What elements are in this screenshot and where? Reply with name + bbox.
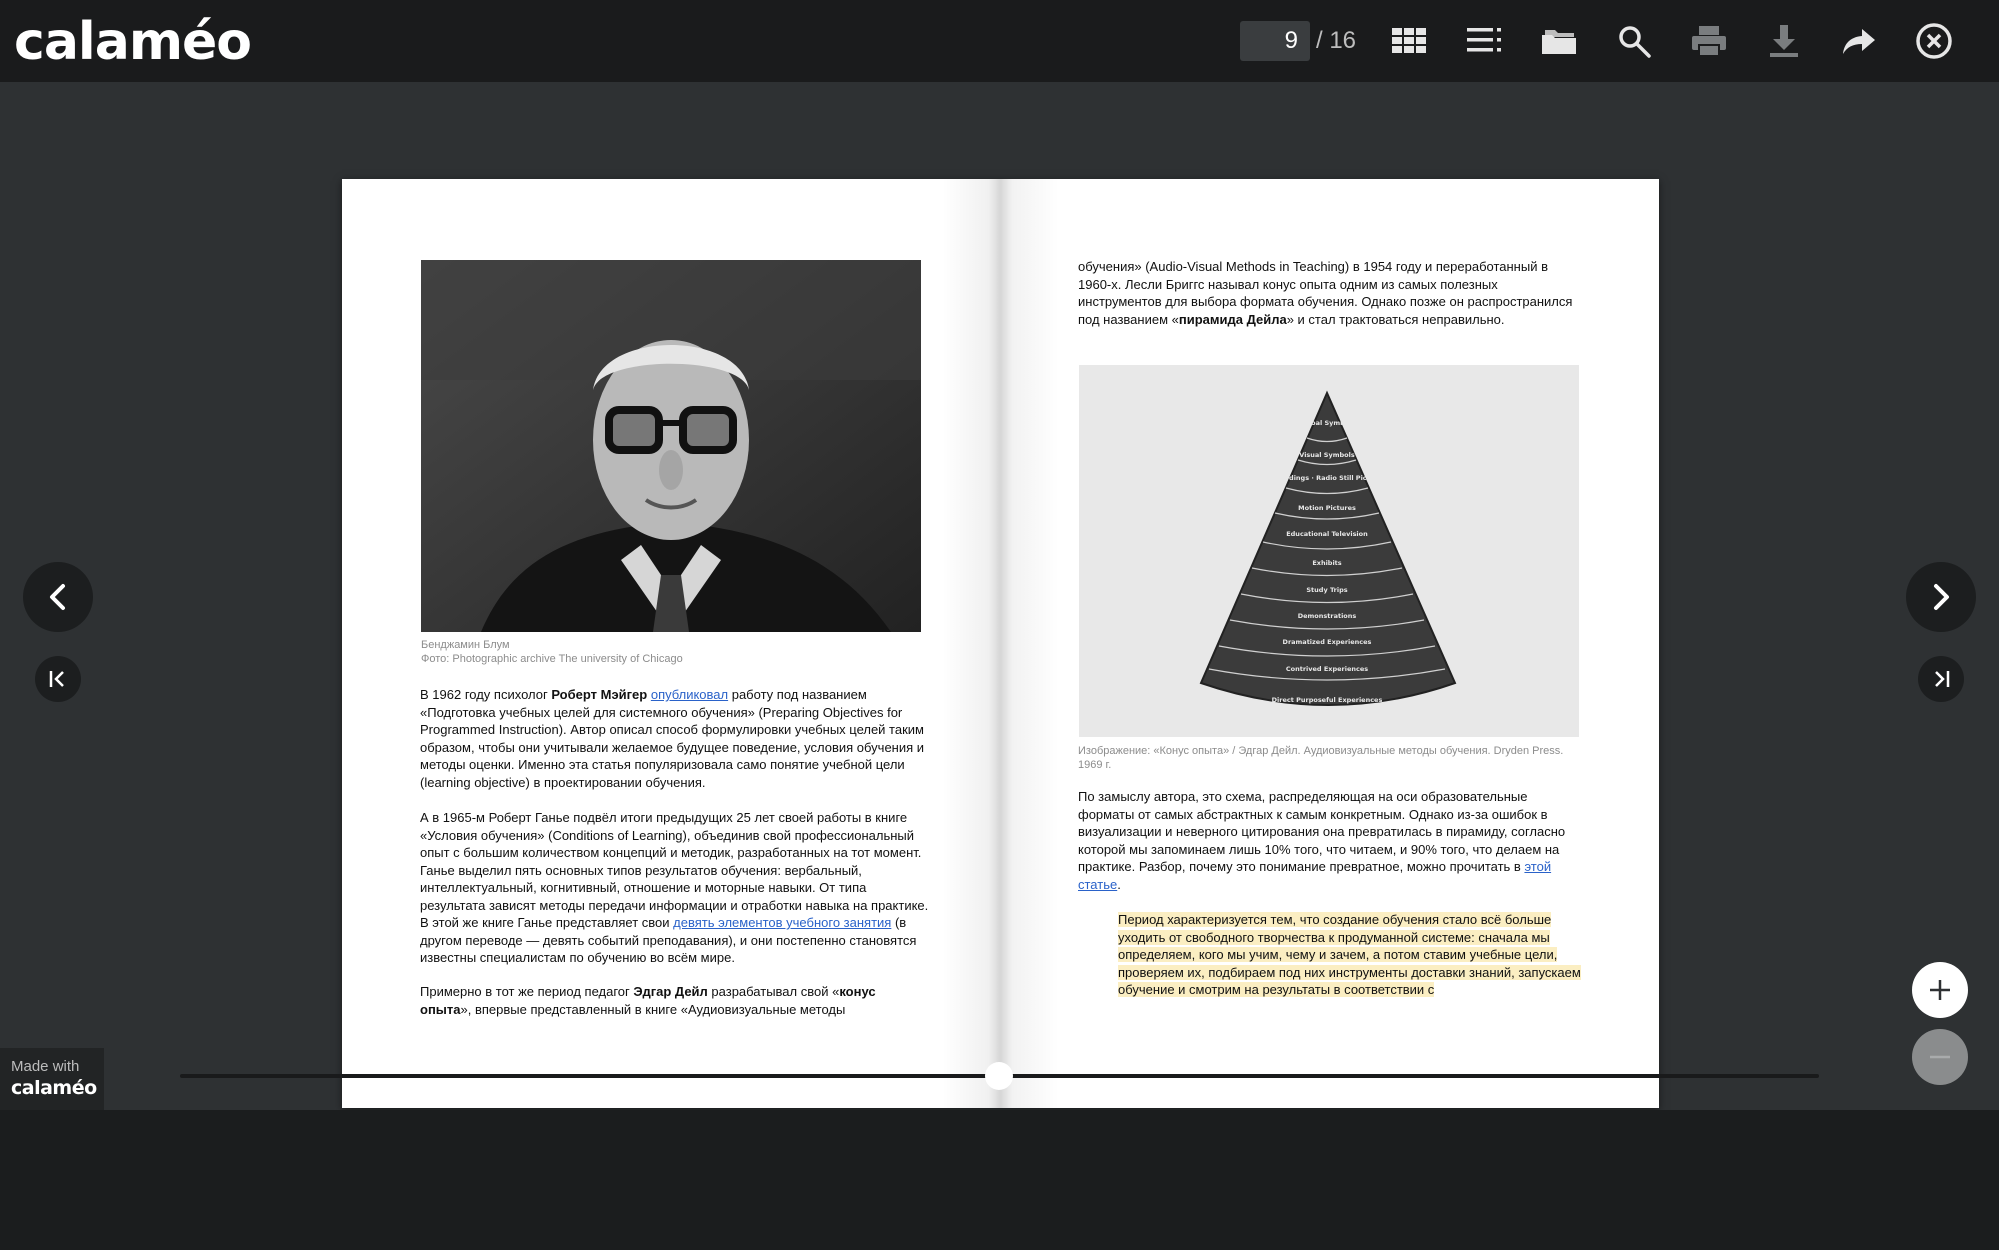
- cone-of-experience-figure: [1079, 365, 1579, 737]
- list-view-icon[interactable]: [1459, 16, 1509, 66]
- folder-icon[interactable]: [1534, 16, 1584, 66]
- reader-stage: [0, 82, 1999, 1110]
- photo-caption: Бенджамин Блум Фото: Photographic archive The university of Chicago: [421, 639, 683, 665]
- first-page-button[interactable]: [35, 656, 81, 702]
- minus-icon: [1912, 1029, 1968, 1085]
- download-icon[interactable]: [1759, 16, 1809, 66]
- cone-label-0: Verbal Symbols: [1298, 419, 1356, 427]
- document-spread: [342, 179, 1659, 1108]
- cone-label-6: Study Trips: [1306, 586, 1348, 594]
- previous-page-button[interactable]: [23, 562, 93, 632]
- cone-label-4: Educational Television: [1286, 530, 1368, 538]
- cone-label-7: Demonstrations: [1297, 612, 1357, 620]
- left-paragraph-3: Примерно в тот же период педагог Эдгар Дейл разрабатывал свой «конус опыта», впервые представленный в книге «Аудиовизуальные методы: [420, 984, 876, 1017]
- search-icon[interactable]: [1609, 16, 1659, 66]
- skip-first-icon: [35, 656, 81, 702]
- page-number-input[interactable]: 9: [1240, 21, 1310, 61]
- right-paragraph-1: обучения» (Audio-Visual Methods in Teaching) в 1954 году и переработанный в 1960-х. Лесли Бриггс называл конус опыта одним из самых полезных инструментов для выбора формата обучения. Однако позже он распространился под названием «пирамида Дейла» и стал трактоваться неправильно.: [1078, 259, 1573, 327]
- page-slider-thumb[interactable]: [985, 1062, 1013, 1090]
- close-icon[interactable]: [1909, 16, 1959, 66]
- page-total: / 16: [1316, 27, 1357, 54]
- zoom-out-button[interactable]: [1912, 1029, 1968, 1085]
- next-page-button[interactable]: [1906, 562, 1976, 632]
- top-toolbar: [0, 0, 1999, 82]
- page-gutter: [942, 179, 1059, 1108]
- chevron-right-icon: [1906, 562, 1976, 632]
- cone-label-10: Direct Purposeful Experiences: [1271, 696, 1383, 704]
- link-nine-elements[interactable]: девять элементов учебного занятия: [673, 915, 892, 930]
- made-with-calameo-badge[interactable]: Made with calaméo: [0, 1048, 104, 1110]
- calameo-logo[interactable]: calaméo: [14, 12, 252, 72]
- cone-label-5: Exhibits: [1312, 559, 1342, 567]
- chevron-left-icon: [23, 562, 93, 632]
- link-published[interactable]: опубликовал: [650, 687, 729, 702]
- last-page-button[interactable]: [1918, 656, 1964, 702]
- print-icon[interactable]: [1684, 16, 1734, 66]
- link-this-article[interactable]: этой статье: [1078, 859, 1552, 892]
- portrait-photo: [421, 260, 921, 632]
- grid-view-icon[interactable]: [1384, 16, 1434, 66]
- skip-last-icon: [1918, 656, 1964, 702]
- cone-label-9: Contrived Experiences: [1285, 665, 1369, 673]
- cone-label-8: Dramatized Experiences: [1282, 638, 1372, 646]
- highlighted-quote: Период характеризуется тем, что создание обучения стало всё больше уходить от свободного творчества к продуманной системе: сначала мы определяем, кого мы учим, чему и зачем, а потом ставим учебные цели, проверяем их, подбираем под них инструменты доставки знаний, запускаем обучение и смотрим на результаты в соответствии с: [1118, 912, 1581, 997]
- share-icon[interactable]: [1834, 16, 1884, 66]
- plus-icon: [1912, 962, 1968, 1018]
- cone-label-2: Recordings · Radio Still Pictures: [1268, 474, 1386, 482]
- right-paragraph-2: По замыслу автора, это схема, распределяющая на оси образовательные форматы от самых абстрактных к самым конкретным. Однако из-за ошибок в визуализации и неверного цитирования она превратилась в пирамиду, согласно которой мы запоминаем лишь 10% того, что читаем, и 90% того, что делаем на практике. Разбор, почему это понимание превратное, можно прочитать в этой статье.: [1078, 789, 1566, 892]
- left-paragraph-2: А в 1965-м Роберт Ганье подвёл итоги предыдущих 25 лет своей работы в книге «Условия обучения» (Conditions of Learning), объединив свой профессиональный опыт с большим количеством концепций и методик, разработанных на тот момент. Ганье выделил пять основных типов результатов обучения: вербальный, интеллектуальный, когнитивный, отношение и моторные навыки. От типа результата зависят методы передачи информации и отработки навыка на практике. В этой же книге Ганье представляет свои девять элементов учебного занятия (в другом переводе — девять событий преподавания), и они постепенно становятся известны специалистам по обучению во всём мире.: [420, 810, 929, 965]
- left-paragraph-1: В 1962 году психолог Роберт Мэйгер опубликовал работу под названием «Подготовка учебных целей для системного обучения» (Preparing Objectives for Programmed Instruction). Автор описал способ формулировки учебных целей таким образом, чтобы они учитывали желаемое будущее поведение, условия обучения и методы оценки. Именно эта статья популяризовала само понятие учебной цели (learning objective) в проектировании обучения.: [420, 687, 925, 790]
- cone-label-3: Motion Pictures: [1298, 504, 1356, 512]
- figure-caption: Изображение: «Конус опыта» / Эдгар Дейл. Аудиовизуальные методы обучения. Dryden Press. 1969 г.: [1078, 745, 1564, 771]
- bottom-area: [0, 1110, 1999, 1250]
- cone-label-1: Visual Symbols: [1299, 451, 1355, 459]
- zoom-in-button[interactable]: [1912, 962, 1968, 1018]
